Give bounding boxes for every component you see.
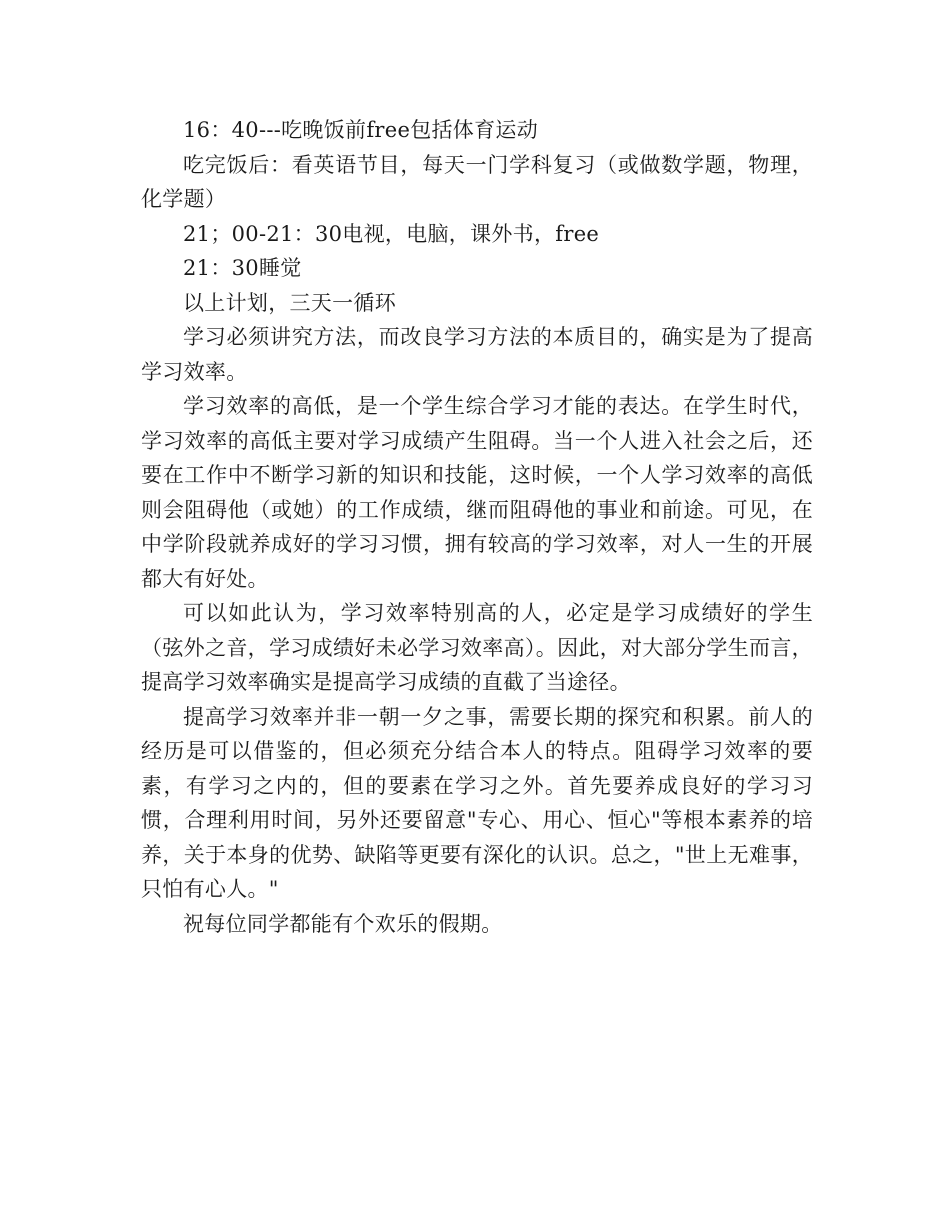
paragraph-high-efficiency: 可以如此认为，学习效率特别高的人，必定是学习成绩好的学生（弦外之音，学习成绩好未必学习效率高）。因此，对大部分学生而言，提高学习效率确实是提高学习成绩的直截了当途径。	[141, 601, 813, 694]
paragraph-method: 学习必须讲究方法，而改良学习方法的本质目的，确实是为了提高学习效率。	[141, 325, 813, 384]
paragraph-closing-wish: 祝每位同学都能有个欢乐的假期。	[183, 911, 503, 936]
schedule-line-2130: 21：30睡觉	[183, 256, 302, 280]
schedule-line-2100: 21；00-21：30电视，电脑，课外书，free	[183, 221, 600, 246]
schedule-cycle-note: 以上计划，三天一循环	[183, 290, 396, 315]
document-page	[141, 113, 813, 941]
paragraph-improve: 提高学习效率并非一朝一夕之事，需要长期的探究和积累。前人的经历是可以借鉴的，但必须充分结合本人的特点。阻碍学习效率的要素，有学习之内的，但的要素在学习之外。首先要养成良好的学习习惯，合理利用时间，另外还要留意"专心、用心、恒心"等根本素养的培养，关于本身的优势、缺陷等更要有深化的认识。总之，"世上无难事，只怕有心人。"	[141, 704, 813, 901]
schedule-line-1640: 16：40---吃晚饭前free包括体育运动	[183, 118, 538, 142]
schedule-line-after-dinner: 吃完饭后：看英语节目，每天一门学科复习（或做数学题，物理，化学题）	[141, 152, 813, 211]
paragraph-efficiency: 学习效率的高低，是一个学生综合学习才能的表达。在学生时代，学习效率的高低主要对学习成绩产生阻碍。当一个人进入社会之后，还要在工作中不断学习新的知识和技能，这时候，一个人学习效率的高低则会阻碍他（或她）的工作成绩，继而阻碍他的事业和前途。可见，在中学阶段就养成好的学习习惯，拥有较高的学习效率，对人一生的开展都大有好处。	[141, 394, 813, 591]
